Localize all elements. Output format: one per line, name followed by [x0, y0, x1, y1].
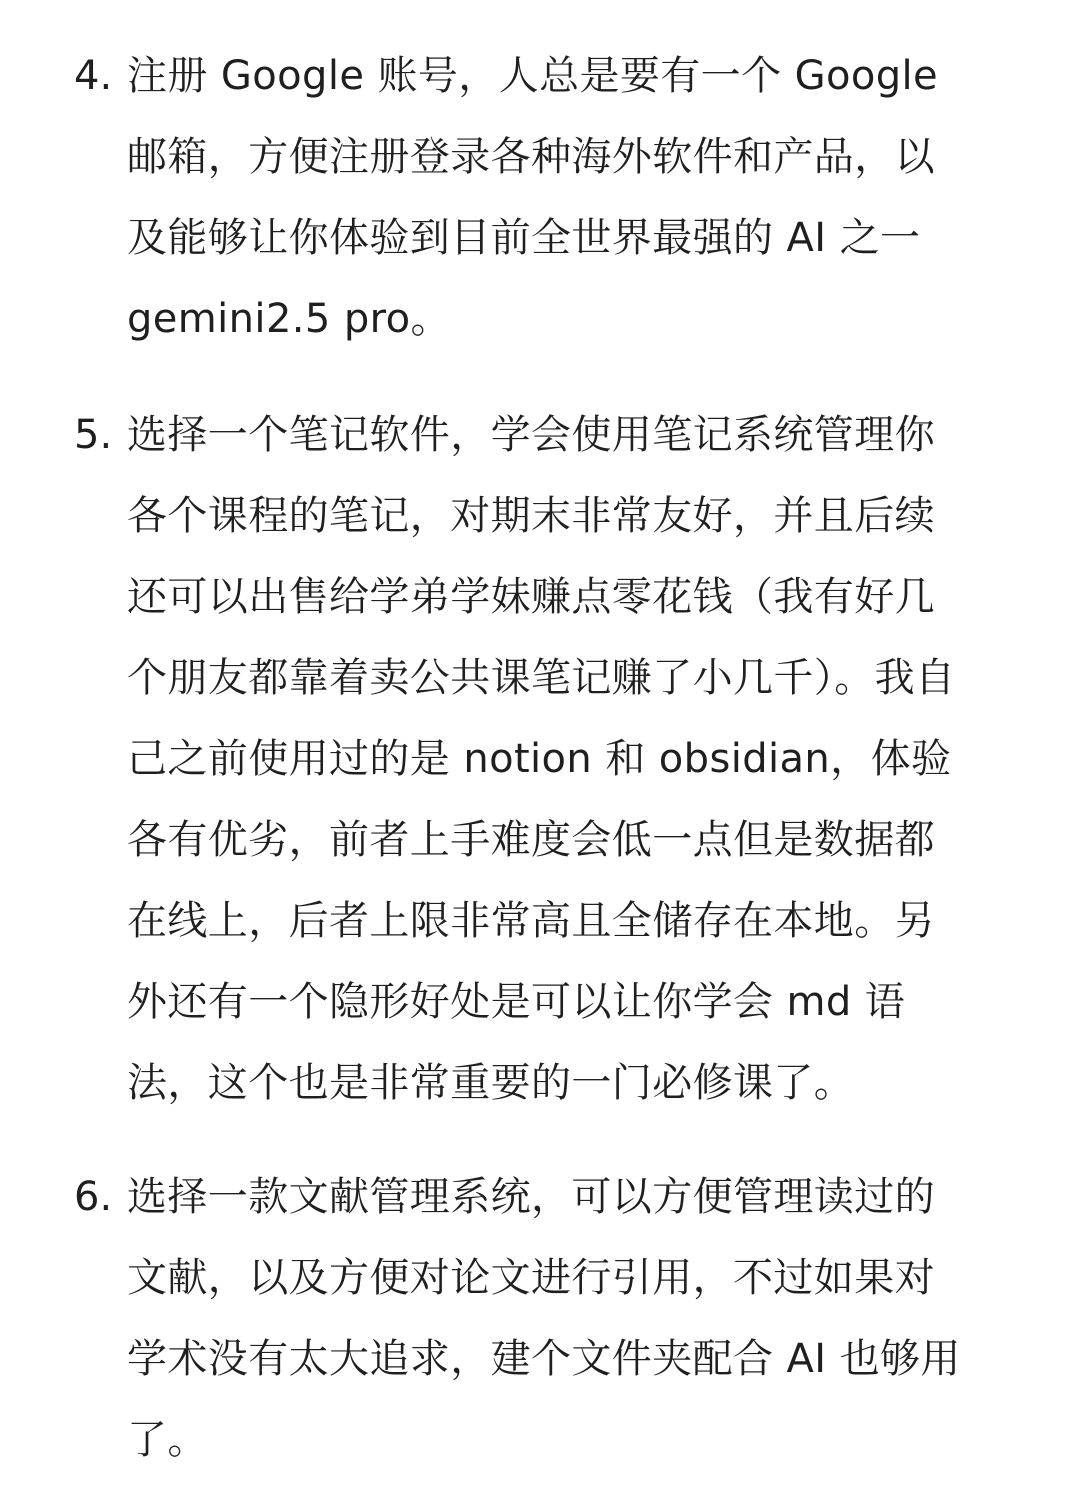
text-line: 注册 Google 账号，人总是要有一个 Google — [127, 53, 939, 99]
text-line: 选择一个笔记软件，学会使用笔记系统管理你 — [127, 412, 935, 458]
text-line: 己之前使用过的是 notion 和 obsidian，体验 — [127, 736, 952, 782]
list-number: 4. — [74, 53, 113, 99]
text-line: 法，这个也是非常重要的一门必修课了。 — [127, 1060, 855, 1106]
list-number: 6. — [74, 1174, 113, 1220]
text-line: 文献，以及方便对论文进行引用，不过如果对 — [127, 1255, 935, 1301]
text-line: gemini2.5 pro。 — [127, 296, 451, 342]
text-line: 选择一款文献管理系统，可以方便管理读过的 — [127, 1174, 935, 1220]
text-line: 邮箱，方便注册登录各种海外软件和产品，以 — [127, 134, 935, 180]
list-number: 5. — [74, 412, 113, 458]
text-line: 学术没有太大追求，建个文件夹配合 AI 也够用 — [127, 1336, 961, 1382]
text-line: 还可以出售给学弟学妹赚点零花钱（我有好几 — [127, 574, 935, 620]
text-line: 在线上，后者上限非常高且全储存在本地。另 — [127, 898, 935, 944]
text-line: 了。 — [127, 1417, 208, 1463]
text-line: 各个课程的笔记，对期末非常友好，并且后续 — [127, 493, 935, 539]
text-line: 各有优劣，前者上手难度会低一点但是数据都 — [127, 817, 935, 863]
text-line: 个朋友都靠着卖公共课笔记赚了小几千）。我自 — [127, 655, 956, 701]
text-line: 外还有一个隐形好处是可以让你学会 md 语 — [127, 979, 906, 1025]
text-line: 及能够让你体验到目前全世界最强的 AI 之一 — [127, 215, 921, 261]
